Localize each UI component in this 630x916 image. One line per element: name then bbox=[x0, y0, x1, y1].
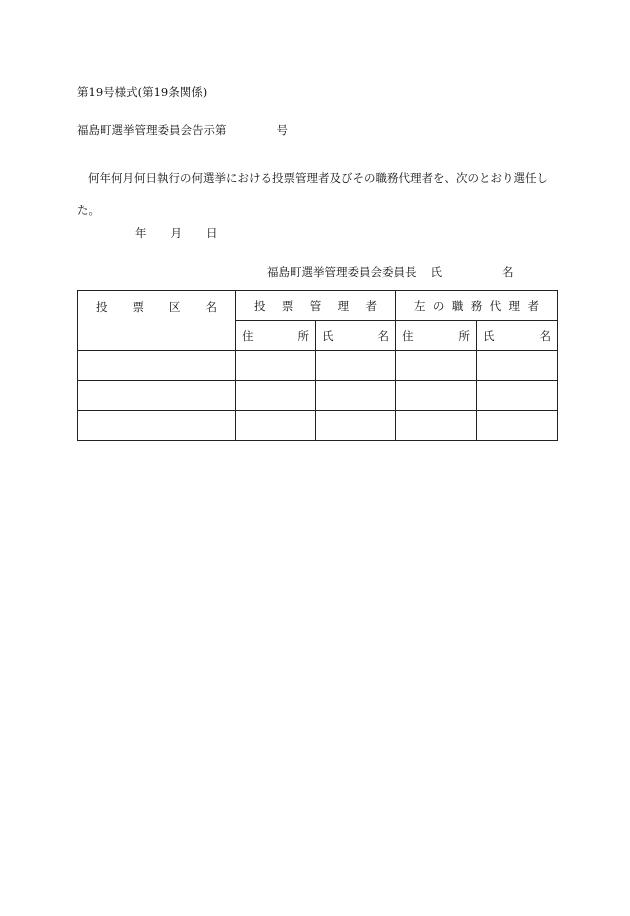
signer-mei: 名 bbox=[502, 265, 514, 279]
cell-deputy-name bbox=[477, 381, 558, 411]
header-manager: 投 票 管 理 者 bbox=[236, 291, 396, 321]
header-district: 投 票 区 名 bbox=[78, 291, 236, 351]
signer-shi: 氏 bbox=[430, 265, 442, 279]
date-day: 日 bbox=[206, 226, 218, 240]
sub-deputy-name: 氏 名 bbox=[477, 321, 558, 351]
cell-manager-address bbox=[236, 411, 316, 441]
notice-prefix: 福島町選挙管理委員会告示第 bbox=[77, 123, 227, 137]
sub-manager-name: 氏 名 bbox=[316, 321, 396, 351]
cell-manager-address bbox=[236, 381, 316, 411]
cell-manager-name bbox=[316, 411, 396, 441]
signer-title: 福島町選挙管理委員会委員長 bbox=[267, 265, 417, 279]
cell-district bbox=[78, 381, 236, 411]
cell-manager-name bbox=[316, 351, 396, 381]
date-year: 年 bbox=[135, 226, 147, 240]
cell-deputy-address bbox=[396, 381, 477, 411]
cell-manager-address bbox=[236, 351, 316, 381]
signer-line bbox=[267, 265, 514, 279]
body-text: 何年何月何日執行の何選挙における投票管理者及びその職務代理者を、次のとおり選任した。 bbox=[77, 171, 548, 217]
date-line bbox=[135, 226, 218, 240]
cell-deputy-name bbox=[477, 411, 558, 441]
cell-district bbox=[78, 351, 236, 381]
sub-deputy-address: 住 所 bbox=[396, 321, 477, 351]
date-month: 月 bbox=[170, 226, 182, 240]
cell-deputy-name bbox=[477, 351, 558, 381]
officers-table bbox=[77, 290, 558, 441]
cell-manager-name bbox=[316, 381, 396, 411]
table-header-row bbox=[78, 291, 558, 321]
notice-title bbox=[77, 123, 288, 137]
cell-deputy-address bbox=[396, 351, 477, 381]
form-number: 第19号様式(第19条関係) bbox=[77, 85, 208, 99]
cell-district bbox=[78, 411, 236, 441]
table-row bbox=[78, 351, 558, 381]
sub-manager-address: 住 所 bbox=[236, 321, 316, 351]
notice-suffix: 号 bbox=[276, 123, 288, 137]
header-deputy: 左 の 職 務 代 理 者 bbox=[396, 291, 558, 321]
table-row bbox=[78, 381, 558, 411]
cell-deputy-address bbox=[396, 411, 477, 441]
table-row bbox=[78, 411, 558, 441]
